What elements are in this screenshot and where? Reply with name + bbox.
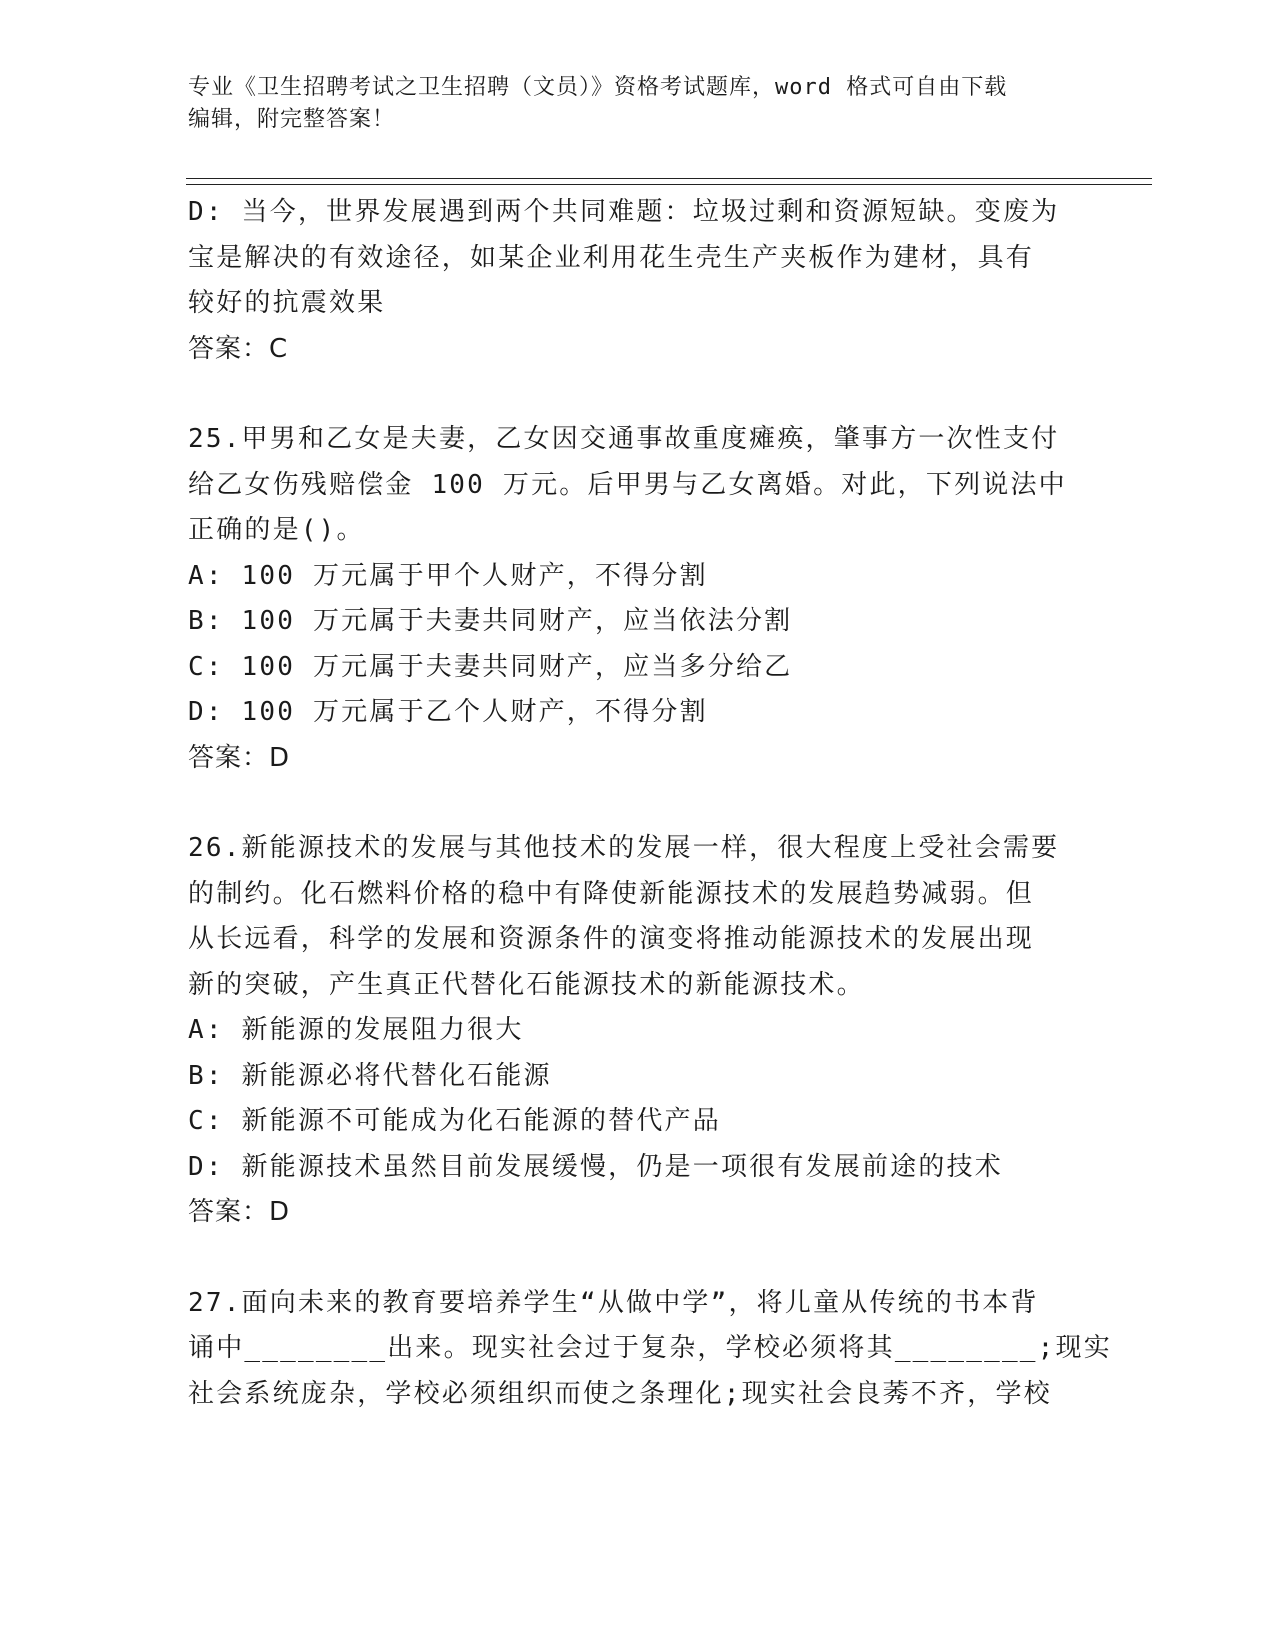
header-line-2: 编辑，附完整答案！: [188, 107, 396, 132]
option-c: C: 100 万元属于夫妻共同财产，应当多分给乙: [188, 651, 793, 682]
answer-line: 答案：C: [188, 333, 289, 364]
question-stem-line-1: 25.甲男和乙女是夫妻，乙女因交通事故重度瘫痪，肇事方一次性支付: [188, 424, 1060, 454]
answer-line: 答案：D: [188, 742, 291, 773]
option-b: B: 新能源必将代替化石能源: [188, 1060, 552, 1091]
question-content: [188, 190, 1112, 1417]
question-stem-line-4: 新的突破，产生真正代替化石能源技术的新能源技术。: [188, 969, 865, 1000]
option-c: C: 新能源不可能成为化石能源的替代产品: [188, 1106, 721, 1136]
header-divider-top: [186, 178, 1152, 179]
spacer: [188, 1236, 1068, 1281]
question-stem-line-3: 社会系统庞杂，学校必须组织而使之条理化;现实社会良莠不齐，学校: [188, 1378, 1052, 1409]
question-stem-line-1: 26.新能源技术的发展与其他技术的发展一样，很大程度上受社会需要: [188, 833, 1060, 863]
question-stem-line-3: 正确的是()。: [188, 515, 365, 545]
question-27: [188, 1281, 1112, 1418]
option-d-line-2: 宝是解决的有效途径，如某企业利用花生壳生产夹板作为建材，具有: [188, 242, 1035, 273]
option-d: D: 100 万元属于乙个人财产，不得分割: [188, 697, 708, 727]
question-stem-line-2: 给乙女伤残赔偿金 100 万元。后甲男与乙女离婚。对此，下列说法中: [188, 469, 1067, 500]
option-d: D: 新能源技术虽然目前发展缓慢，仍是一项很有发展前途的技术: [188, 1151, 1003, 1182]
option-a: A: 100 万元属于甲个人财产，不得分割: [188, 560, 708, 591]
previous-question-tail: [188, 190, 1068, 372]
question-26: [188, 826, 1068, 1236]
header-line-1: 专业《卫生招聘考试之卫生招聘（文员）》资格考试题库，word 格式可自由下载: [188, 75, 1008, 100]
question-stem-line-1: 27.面向未来的教育要培养学生“从做中学”，将儿童从传统的书本背: [188, 1287, 1039, 1318]
document-header: [188, 72, 1068, 136]
option-b: B: 100 万元属于夫妻共同财产，应当依法分割: [188, 606, 793, 636]
answer-line: 答案：D: [188, 1197, 291, 1227]
spacer: [188, 372, 1068, 417]
question-stem-line-3: 从长远看，科学的发展和资源条件的演变将推动能源技术的发展出现: [188, 924, 1035, 954]
spacer: [188, 781, 1068, 826]
question-25: [188, 417, 1068, 781]
question-stem-line-2: 诵中________出来。现实社会过于复杂，学校必须将其________;现实: [188, 1333, 1112, 1363]
option-a: A: 新能源的发展阻力很大: [188, 1015, 524, 1045]
option-d-line-3: 较好的抗震效果: [188, 288, 386, 318]
header-divider-bottom: [186, 184, 1152, 185]
option-d-line-1: D: 当今，世界发展遇到两个共同难题：垃圾过剩和资源短缺。变废为: [188, 197, 1060, 227]
question-stem-line-2: 的制约。化石燃料价格的稳中有降使新能源技术的发展趋势减弱。但: [188, 878, 1035, 909]
